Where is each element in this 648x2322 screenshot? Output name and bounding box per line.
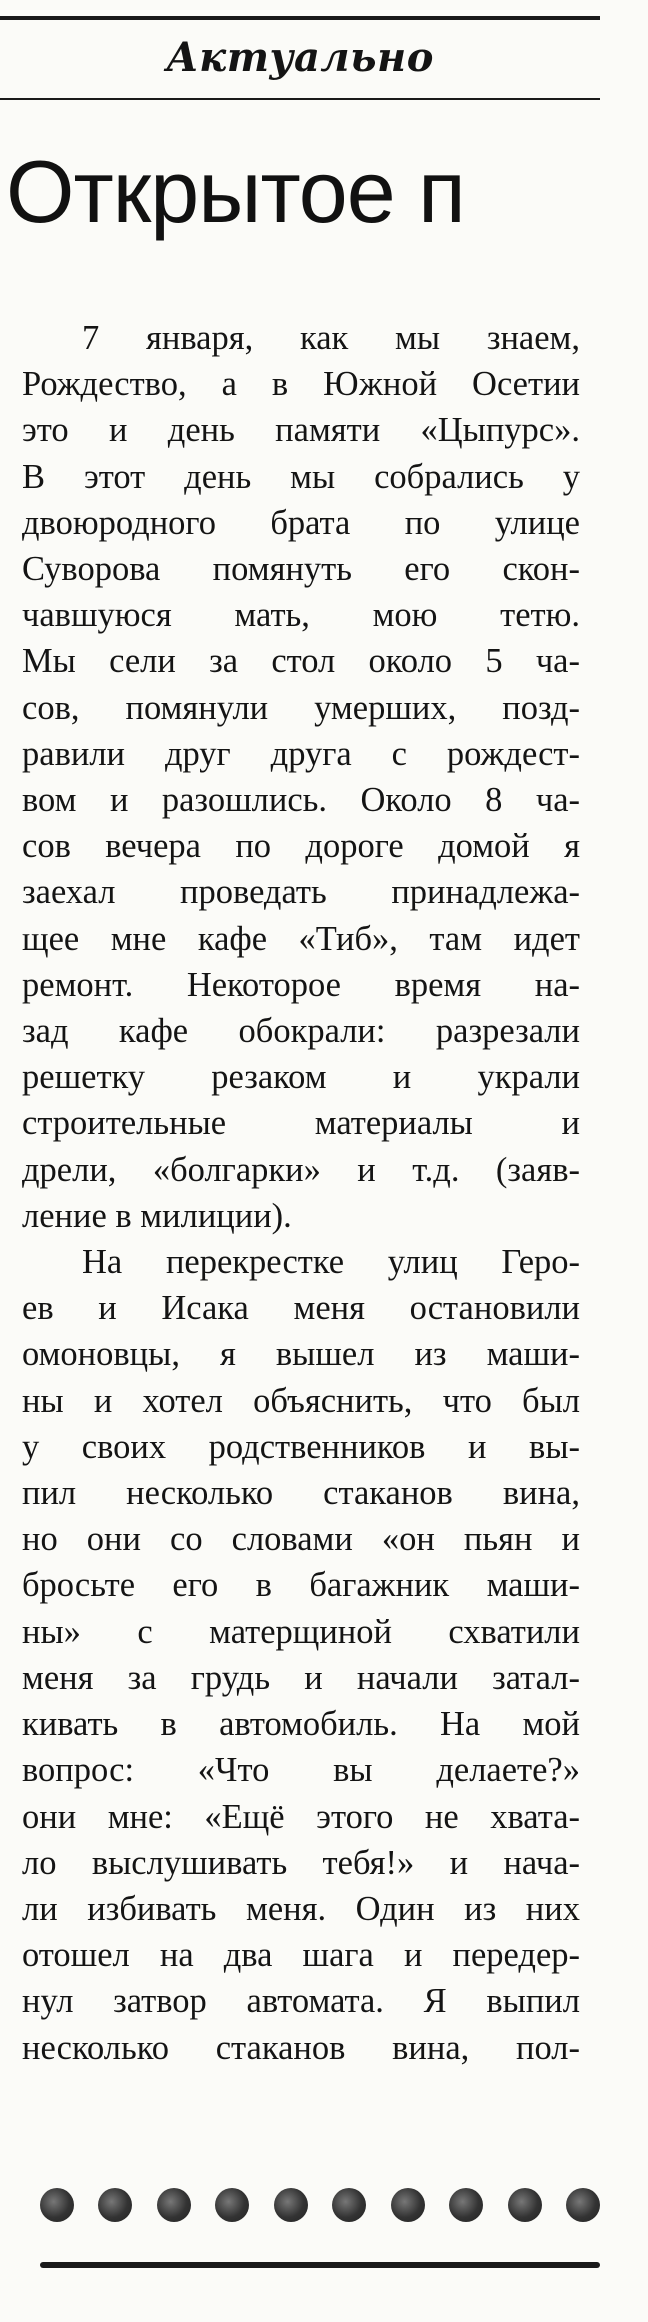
text-line: пил несколько стаканов вина, [22, 1474, 580, 1513]
text-line: ремонт. Некоторое время на- [22, 965, 580, 1004]
text-line: чавшуюся мать, мою тетю. [22, 596, 580, 635]
ornament-dot-icon [98, 2188, 132, 2222]
ornament-dot-icon [508, 2188, 542, 2222]
paragraph-1 [22, 315, 580, 1239]
text-line: омоновцы, я вышел из маши- [22, 1335, 580, 1374]
text-line: ны и хотел объяснить, что был [22, 1381, 580, 1420]
text-line: Суворова помянуть его скон- [22, 550, 580, 589]
text-line: 7 января, как мы знаем, [82, 319, 580, 357]
text-line: ли избивать меня. Один из них [22, 1889, 580, 1928]
ornament-dot-icon [40, 2188, 74, 2222]
text-line: отошел на два шага и передер- [22, 1936, 580, 1975]
text-line: меня за грудь и начали затал- [22, 1658, 580, 1697]
ornament-dot-icon [215, 2188, 249, 2222]
decorative-dot-row [40, 2188, 600, 2238]
ornament-dot-icon [449, 2188, 483, 2222]
text-line: Мы сели за стол около 5 ча- [22, 642, 580, 681]
ornament-dot-icon [391, 2188, 425, 2222]
text-line: бросьте его в багажник маши- [22, 1566, 580, 1605]
article-body [22, 315, 580, 2071]
text-line: у своих родственников и вы- [22, 1427, 580, 1466]
ornament-dot-icon [332, 2188, 366, 2222]
text-line: дрели, «болгарки» и т.д. (заяв- [22, 1150, 580, 1189]
text-line: вопрос: «Что вы делаете?» [22, 1751, 580, 1790]
text-line: Рождество, а в Южной Осетии [22, 365, 580, 404]
text-line: сов вечера по дороге домой я [22, 827, 580, 866]
section-rubric: Актуально [166, 34, 434, 81]
text-line: вом и разошлись. Около 8 ча- [22, 781, 580, 820]
text-line: несколько стаканов вина, пол- [22, 2028, 580, 2067]
text-line: щее мне кафе «Тиб», там идет [22, 919, 580, 958]
text-line: В этот день мы собрались у [22, 457, 580, 496]
text-line: ев и Исака меня остановили [22, 1289, 580, 1328]
text-line: двоюродного брата по улице [22, 503, 580, 542]
text-line: кивать в автомобиль. На мой [22, 1705, 580, 1744]
text-line: решетку резаком и украли [22, 1058, 580, 1097]
text-line: ны» с матерщиной схватили [22, 1612, 580, 1651]
top-rule [0, 16, 600, 20]
rubric-rule [0, 98, 600, 100]
text-line: строительные материалы и [22, 1104, 580, 1143]
text-line: заехал проведать принадлежа- [22, 873, 580, 912]
text-line: сов, помянули умерших, позд- [22, 688, 580, 727]
text-line: но они со словами «он пьян и [22, 1520, 580, 1559]
text-line: нул затвор автомата. Я выпил [22, 1982, 580, 2021]
article-headline: Открытое п [6, 142, 465, 241]
text-line: равили друг друга с рождест- [22, 734, 580, 773]
paragraph-2 [22, 1239, 580, 2071]
text-line: они мне: «Ещё этого не хвата- [22, 1797, 580, 1836]
ornament-dot-icon [566, 2188, 600, 2222]
text-line: ление в милиции). [22, 1196, 292, 1235]
ornament-dot-icon [157, 2188, 191, 2222]
text-line: На перекрестке улиц Геро- [82, 1243, 580, 1282]
text-line: это и день памяти «Цыпурс». [22, 411, 580, 450]
ornament-dot-icon [274, 2188, 308, 2222]
text-line: зад кафе обокрали: разрезали [22, 1012, 580, 1051]
text-line: ло выслушивать тебя!» и нача- [22, 1843, 580, 1882]
bottom-rule [40, 2262, 600, 2268]
